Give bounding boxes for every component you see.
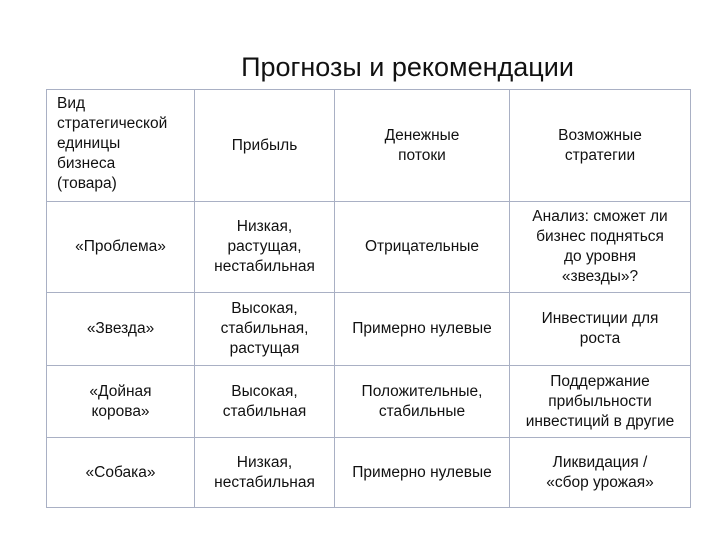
cell-profit: Высокая, стабильная, растущая [195,293,335,366]
cell-profit: Низкая, растущая, нестабильная [195,202,335,293]
cell-unit-type: «Собака» [47,438,195,508]
cell-cash-flows: Примерно нулевые [335,293,510,366]
cell-cash-flows: Отрицательные [335,202,510,293]
cell-profit: Высокая, стабильная [195,366,335,438]
header-unit-type: Вид стратегической единицы бизнеса (товара) [47,90,195,202]
cell-strategy: Поддержание прибыльности инвестиций в другие [510,366,691,438]
table-row [47,202,691,293]
cell-strategy: Ликвидация / «сбор урожая» [510,438,691,508]
header-strategies: Возможные стратегии [510,90,691,202]
header-cash-flows: Денежные потоки [335,90,510,202]
cell-unit-type: «Звезда» [47,293,195,366]
strategy-table [46,89,691,508]
table-header-row [47,90,691,202]
slide-title: Прогнозы и рекомендации [241,52,574,82]
cell-cash-flows: Примерно нулевые [335,438,510,508]
cell-strategy: Анализ: сможет ли бизнес подняться до уровня «звезды»? [510,202,691,293]
cell-cash-flows: Положительные, стабильные [335,366,510,438]
table-row [47,366,691,438]
table-row [47,438,691,508]
cell-unit-type: «Проблема» [47,202,195,293]
header-profit: Прибыль [195,90,335,202]
cell-strategy: Инвестиции для роста [510,293,691,366]
cell-profit: Низкая, нестабильная [195,438,335,508]
table-row [47,293,691,366]
cell-unit-type: «Дойная корова» [47,366,195,438]
